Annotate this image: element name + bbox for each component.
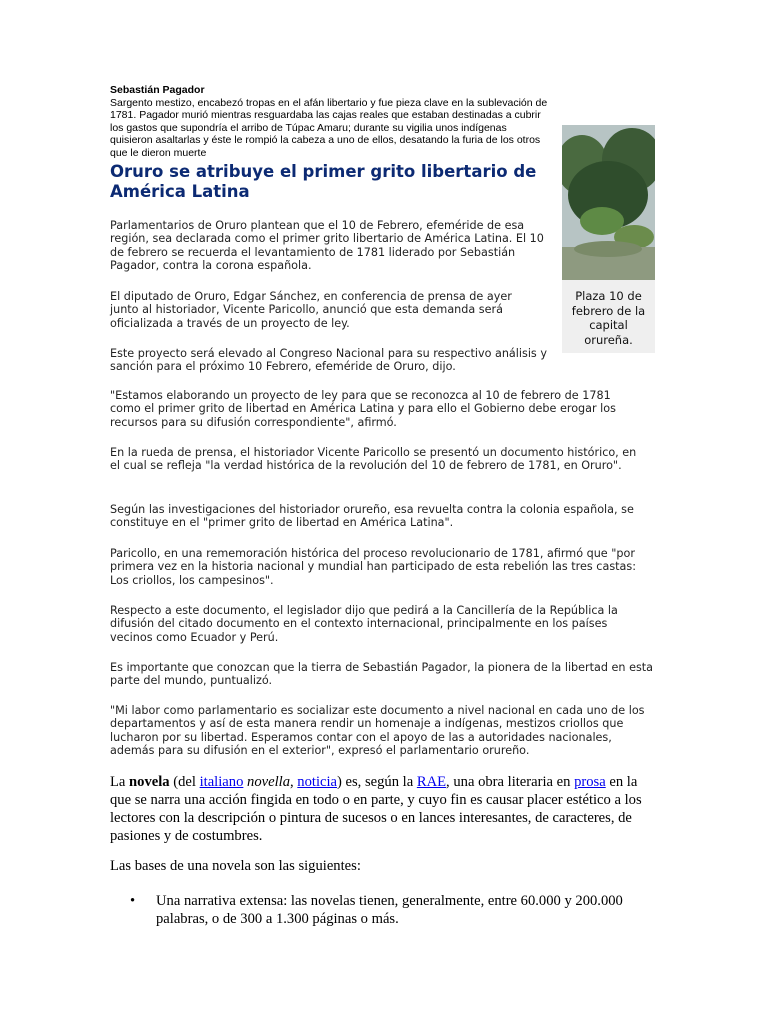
article-paragraph: Este proyecto será elevado al Congreso Nacional para su respectivo análisis y sanción para el próximo 10 Febrero, efeméride de Oruro, dijo.: [110, 347, 547, 374]
novel-text: ,: [290, 774, 298, 790]
article-paragraph: Respecto a este documento, el legislador dijo que pedirá a la Cancillería de la República la difusión del citado documento en el contexto internacional, principalmente en los países vecinos como Ecuador y Perú.: [110, 604, 618, 644]
link-prosa[interactable]: prosa: [574, 774, 606, 790]
article-paragraph: Es importante que conozcan que la tierra de Sebastián Pagador, la pionera de la libertad en esta parte del mundo, puntualizó.: [110, 661, 654, 688]
article-paragraph: Paricollo, en una rememoración histórica del proceso revolucionario de 1781, afirmó que "por primera vez en la historia nacional y mundial han participado de esta rebelión las tres castas: Los criollos, los campesinos".: [110, 547, 636, 587]
bullet-icon: •: [130, 893, 136, 909]
plaza-photo-image: [562, 125, 655, 280]
novel-definition: [110, 774, 658, 846]
photo-caption: Plaza 10 de febrero de la capital orureña.: [571, 289, 646, 347]
article-paragraph: "Mi labor como parlamentario es socializar este documento a nivel nacional en cada uno de los departamentos y así de esta manera rendir un homenaje a indígenas, mestizos criollos que lucharon por su libertad. Esperamos contar con el apoyo de las a autoridades nacionales, además para su difusión en el exterior", expresó el parlamentario orureño.: [110, 704, 645, 757]
caption-text: Sargento mestizo, encabezó tropas en el afán libertario y fue pieza clave en la sublevación de 1781. Pagador murió mientras resguardaba las cajas reales que estaban destinadas a cubrir los gastos que supondría el arribo de Túpac Amaru; durante su vigilia unos indígenas quisieron asaltarlas y éste le rompió la cabeza a uno de ellos, desatando la furia de los otros que le dieron muerte: [110, 96, 548, 159]
list-item-text: Una narrativa extensa: las novelas tienen, generalmente, entre 60.000 y 200.000 palabras, o de 300 a 1.300 páginas o más.: [156, 893, 623, 927]
article-paragraph: Parlamentarios de Oruro plantean que el 10 de Febrero, efeméride de esa región, sea declarada como el primer grito libertario de América Latina. El 10 de febrero se recuerda el levantamiento de 1781 liderado por Sebastián Pagador, contra la corona española.: [110, 219, 544, 272]
novel-text: ) es, según la: [337, 774, 417, 790]
novel-text: en la que se narra una acción fingida en todo o en parte, y cuyo fin es causar placer estético a los lectores con la descripción o pintura de sucesos o en lances interesantes, de caracteres, de pasiones y de costumbres.: [110, 774, 642, 844]
article-paragraph: Según las investigaciones del historiador orureño, esa revuelta contra la colonia española, se constituye en el "primer grito de libertad en América Latina".: [110, 503, 634, 530]
novel-italic-term: novella: [247, 774, 290, 790]
link-rae[interactable]: RAE: [416, 774, 447, 790]
bases-list: [130, 893, 658, 929]
novel-text: La: [110, 774, 130, 790]
novel-text: (del: [169, 774, 200, 790]
photo-box: [562, 125, 655, 353]
plaza-photo: [562, 125, 655, 280]
article-paragraph: En la rueda de prensa, el historiador Vicente Paricollo se presentó un documento histórico, en el cual se refleja "la verdad histórica de la revolución del 10 de febrero de 1781, en Oruro".: [110, 446, 637, 473]
link-noticia[interactable]: noticia: [297, 774, 338, 790]
article-paragraph: El diputado de Oruro, Edgar Sánchez, en conferencia de prensa de ayer junto al historiador, Vicente Paricollo, anunció que esta demanda será oficializada a través de un proyecto de ley.: [110, 290, 512, 330]
article-headline: Oruro se atribuye el primer grito libertario de América Latina: [110, 162, 537, 201]
novel-term: novela: [129, 774, 170, 790]
caption-title: Sebastián Pagador: [110, 84, 205, 96]
list-item: [130, 893, 658, 929]
article-paragraph: "Estamos elaborando un proyecto de ley para que se reconozca al 10 de febrero de 1781 como el primer grito de libertad en América Latina y para ello el Gobierno debe erogar los recursos para su difusión correspondiente", afirmó.: [110, 389, 616, 429]
bases-intro: Las bases de una novela son las siguientes:: [110, 858, 361, 874]
link-italiano[interactable]: italiano: [199, 774, 244, 790]
novel-text: , una obra literaria en: [446, 774, 575, 790]
